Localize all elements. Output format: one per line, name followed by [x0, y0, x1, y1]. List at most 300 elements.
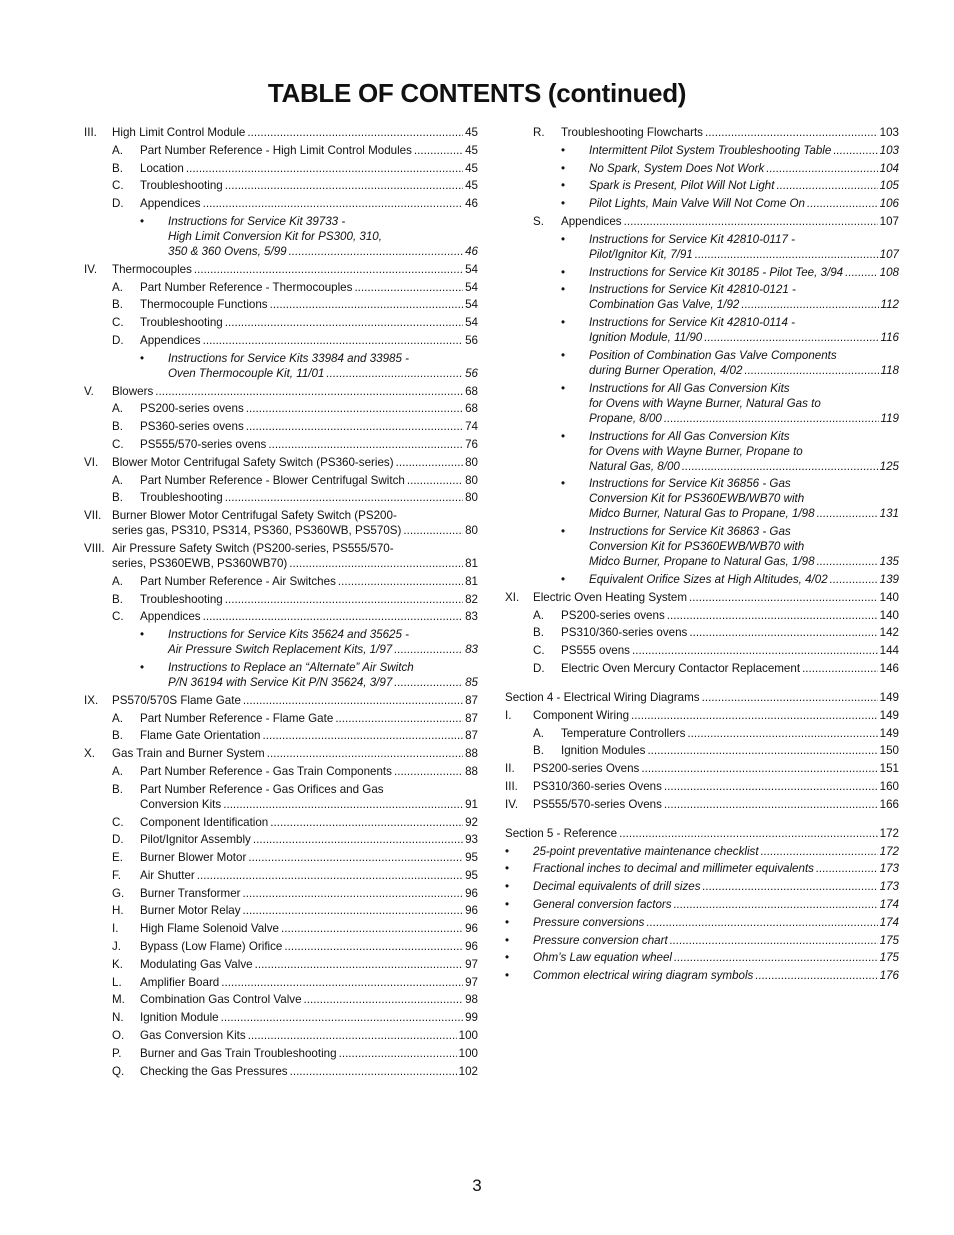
toc-line-text: PS200-series ovens	[561, 608, 665, 622]
toc-page-number: 173	[879, 880, 899, 894]
toc-line-text: Pressure conversions	[533, 915, 645, 929]
toc-page-number: 46	[465, 244, 478, 258]
toc-line-text: High Limit Control Module	[112, 126, 246, 139]
dot-leader	[289, 244, 463, 259]
toc-entry-number: B.	[533, 744, 544, 758]
toc-entry-text	[533, 861, 899, 876]
toc-line	[589, 315, 899, 330]
toc-entry-number: B.	[112, 420, 123, 434]
toc-page-number: 107	[879, 247, 899, 261]
toc-line	[589, 348, 899, 363]
toc-entry	[505, 743, 899, 758]
toc-entry	[84, 384, 478, 399]
dot-leader	[664, 411, 879, 426]
toc-entry	[84, 1046, 478, 1061]
toc-entry-number: D.	[112, 333, 124, 347]
toc-entry	[84, 196, 478, 211]
toc-entry-number: III.	[505, 779, 518, 793]
dot-leader	[394, 675, 463, 690]
toc-entry-text	[533, 590, 899, 605]
toc-line-text: Instructions for Service Kits 33984 and 33985 -	[168, 351, 410, 365]
toc-line-text: Pilot Lights, Main Valve Will Not Come On	[589, 197, 805, 211]
toc-entry	[84, 921, 478, 936]
toc-line	[140, 782, 478, 797]
toc-entry-text	[589, 429, 899, 474]
toc-page-number: 100	[458, 1046, 478, 1060]
toc-line-text: Appendices	[140, 197, 201, 211]
toc-line	[140, 592, 478, 607]
toc-entry-text	[533, 915, 899, 930]
dot-leader	[194, 262, 463, 277]
toc-line-text: Part Number Reference - Thermocouples	[140, 280, 353, 294]
toc-entry	[505, 661, 899, 676]
toc-line-text: Component Identification	[140, 815, 269, 829]
toc-line	[140, 939, 478, 954]
toc-entry-number: C.	[112, 437, 124, 451]
toc-entry-text	[140, 297, 478, 312]
toc-entry-text	[140, 1028, 478, 1043]
toc-line-text: Thermocouples	[112, 262, 192, 276]
toc-page-number: 81	[465, 556, 478, 570]
toc-line-text: Part Number Reference - Gas Train Components	[140, 764, 392, 778]
toc-page-number: 146	[879, 661, 899, 675]
dot-leader	[225, 178, 463, 193]
toc-entry-number: P.	[112, 1046, 122, 1060]
toc-entry-number: D.	[533, 661, 545, 675]
toc-page-number: 175	[879, 933, 899, 947]
dot-leader	[646, 915, 877, 930]
toc-page-number: 112	[880, 298, 899, 312]
dot-leader	[304, 992, 464, 1007]
toc-entry-number: M.	[112, 993, 125, 1007]
toc-line	[140, 473, 478, 488]
toc-entry	[84, 297, 478, 312]
toc-entry	[505, 915, 899, 930]
toc-entry	[505, 381, 899, 426]
toc-entry-number: II.	[505, 762, 515, 776]
toc-line-text: Instructions for Service Kit 39733 -	[168, 214, 346, 228]
toc-line	[589, 506, 899, 521]
toc-line-text: PS555 ovens	[561, 644, 630, 658]
toc-entry-text	[561, 125, 899, 140]
dot-leader	[705, 125, 878, 140]
toc-entry	[84, 490, 478, 505]
toc-line	[589, 444, 899, 459]
toc-line-text: Modulating Gas Valve	[140, 957, 253, 971]
toc-entry	[505, 844, 899, 859]
toc-entry-text	[140, 711, 478, 726]
bullet: •	[561, 316, 566, 330]
toc-entry	[505, 282, 899, 312]
bullet: •	[505, 897, 510, 911]
toc-entry	[505, 708, 899, 723]
toc-line	[589, 232, 899, 247]
toc-entry	[84, 886, 478, 901]
dot-leader	[845, 265, 878, 280]
bullet: •	[561, 525, 566, 539]
toc-line-text: Instructions for Service Kit 30185 - Pilot Tee, 3/94	[589, 265, 844, 279]
toc-line	[589, 396, 899, 411]
toc-line	[589, 411, 899, 426]
toc-line-text: Burner Transformer	[140, 886, 241, 900]
toc-line-text: Component Wiring	[533, 708, 630, 722]
toc-entry-number: F.	[112, 868, 122, 882]
dot-leader	[263, 728, 464, 743]
dot-leader	[695, 247, 878, 262]
toc-line	[589, 143, 899, 158]
dot-leader	[689, 625, 877, 640]
toc-line-text: Instructions for All Gas Conversion Kits	[589, 429, 790, 443]
toc-entry-number: B.	[112, 592, 123, 606]
toc-line	[589, 297, 899, 312]
toc-entry-text	[140, 280, 478, 295]
bullet: •	[140, 214, 145, 228]
toc-line	[561, 661, 899, 676]
dot-leader	[246, 401, 463, 416]
toc-line-text: Ignition Modules	[561, 744, 646, 758]
toc-page-number: 82	[465, 592, 478, 606]
toc-entry	[505, 572, 899, 587]
toc-line-text: Combination Gas Valve, 1/92	[589, 298, 740, 312]
toc-line	[112, 746, 478, 761]
dot-leader	[335, 711, 463, 726]
toc-line-text: Conversion Kits	[140, 797, 222, 811]
toc-entry-text	[533, 933, 899, 948]
toc-page-number: 105	[879, 179, 899, 193]
dot-leader	[632, 643, 878, 658]
toc-entry-text	[140, 975, 478, 990]
toc-entry-number: IV.	[84, 262, 98, 276]
toc-line	[140, 401, 478, 416]
toc-page-number: 83	[465, 643, 478, 657]
toc-page-number: 135	[879, 555, 899, 569]
toc-line	[140, 333, 478, 348]
toc-entry	[84, 992, 478, 1007]
dot-leader	[682, 459, 878, 474]
dot-leader	[284, 939, 463, 954]
dot-leader	[631, 708, 878, 723]
toc-line	[533, 897, 899, 912]
bullet: •	[561, 381, 566, 395]
toc-line	[140, 419, 478, 434]
toc-page-number: 54	[465, 316, 478, 330]
toc-page-number: 85	[465, 675, 478, 689]
toc-line-text: Position of Combination Gas Valve Components	[589, 348, 837, 362]
toc-entry	[84, 508, 478, 538]
toc-entry-text	[589, 178, 899, 193]
toc-entry-text	[533, 950, 899, 965]
toc-entry-number: S.	[533, 214, 544, 228]
toc-page-number: 172	[879, 826, 899, 840]
toc-entry	[84, 850, 478, 865]
dot-leader	[255, 957, 464, 972]
toc-page-number: 106	[879, 197, 899, 211]
toc-page-number: 140	[879, 590, 899, 604]
toc-entry-text	[561, 625, 899, 640]
toc-line	[589, 265, 899, 280]
toc-line	[561, 743, 899, 758]
toc-entry-number: A.	[112, 402, 123, 416]
toc-line-text: Common electrical wiring diagram symbols	[533, 969, 754, 983]
toc-page-number: 81	[465, 574, 478, 588]
toc-entry	[84, 660, 478, 690]
toc-page-number: 56	[465, 333, 478, 347]
toc-page-number: 118	[880, 363, 899, 377]
toc-entry-text	[589, 315, 899, 345]
dot-leader	[703, 879, 878, 894]
toc-line	[140, 850, 478, 865]
toc-entry-text	[112, 262, 478, 277]
toc-entry-text	[589, 161, 899, 176]
toc-entry	[505, 348, 899, 378]
dot-leader	[203, 609, 464, 624]
toc-line	[112, 262, 478, 277]
toc-entry-text	[168, 214, 478, 259]
dot-leader	[766, 161, 877, 176]
toc-line	[589, 330, 899, 345]
toc-entry-number: B.	[533, 626, 544, 640]
toc-line-text: Thermocouple Functions	[140, 298, 268, 312]
toc-entry-text	[168, 627, 478, 657]
toc-line-text: Midco Burner, Propane to Natural Gas, 1/98	[589, 555, 815, 569]
toc-entry-text	[589, 348, 899, 378]
toc-line	[168, 642, 478, 657]
toc-entry	[84, 574, 478, 589]
toc-line	[140, 797, 478, 812]
toc-entry-text	[589, 381, 899, 426]
toc-line-text: PS555/570-series ovens	[140, 437, 267, 451]
toc-line	[140, 315, 478, 330]
toc-entry	[505, 897, 899, 912]
toc-entry-text	[533, 797, 899, 812]
toc-entry	[84, 728, 478, 743]
toc-entry-number: A.	[533, 608, 544, 622]
toc-line	[533, 933, 899, 948]
toc-line	[140, 161, 478, 176]
dot-leader	[221, 1010, 463, 1025]
toc-page-number: 91	[465, 797, 478, 811]
toc-entry-text	[140, 903, 478, 918]
bullet: •	[561, 348, 566, 362]
toc-page-number: 87	[465, 693, 478, 707]
toc-entry	[84, 693, 478, 708]
toc-line-text: Troubleshooting Flowcharts	[561, 126, 703, 139]
toc-page-number: 87	[465, 711, 478, 725]
toc-page-number: 96	[465, 940, 478, 954]
toc-entry-text	[140, 419, 478, 434]
dot-leader	[670, 933, 878, 948]
toc-line-text: 25-point preventative maintenance checklist	[533, 844, 759, 858]
dot-leader	[394, 642, 463, 657]
toc-line-text: series, PS360EWB, PS360WB70)	[112, 556, 288, 570]
toc-line-text: for Ovens with Wayne Burner, Propane to	[589, 444, 803, 458]
toc-line	[168, 229, 478, 244]
toc-line	[561, 625, 899, 640]
toc-line-text: 350 & 360 Ovens, 5/99	[168, 244, 287, 258]
toc-line-text: Electric Oven Mercury Contactor Replacement	[561, 661, 801, 675]
bullet: •	[505, 862, 510, 876]
toc-line-text: during Burner Operation, 4/02	[589, 363, 743, 377]
toc-entry	[505, 196, 899, 211]
toc-entry-text	[140, 592, 478, 607]
toc-page-number: 103	[879, 126, 899, 139]
toc-line	[112, 455, 478, 470]
toc-line-text: Gas Train and Burner System	[112, 747, 265, 761]
toc-line-text: Burner Motor Relay	[140, 904, 241, 918]
dot-leader	[687, 726, 877, 741]
toc-line	[140, 196, 478, 211]
toc-entry-number: C.	[112, 179, 124, 193]
toc-entry	[84, 143, 478, 158]
toc-entry-number: K.	[112, 957, 123, 971]
dot-leader	[248, 850, 463, 865]
toc-page-number: 68	[465, 402, 478, 416]
toc-entry-number: O.	[112, 1029, 125, 1043]
toc-entry	[84, 711, 478, 726]
toc-entry	[505, 643, 899, 658]
toc-line-text: Part Number Reference - Blower Centrifugal Switch	[140, 473, 405, 487]
toc-page-number: 98	[465, 993, 478, 1007]
toc-line-text: PS200-series ovens	[140, 402, 244, 416]
bullet: •	[505, 951, 510, 965]
dot-leader	[270, 815, 463, 830]
toc-line	[168, 351, 478, 366]
toc-entry-number: C.	[112, 815, 124, 829]
toc-line-text: Burner Blower Motor Centrifugal Safety Switch (PS200-	[112, 509, 397, 523]
toc-page-number: 116	[880, 331, 899, 345]
toc-line	[140, 574, 478, 589]
toc-line-text: Flame Gate Orientation	[140, 729, 261, 743]
toc-line	[140, 280, 478, 295]
toc-line-text: High Limit Conversion Kit for PS300, 310,	[168, 229, 382, 243]
toc-line	[112, 523, 478, 538]
toc-line	[112, 541, 478, 556]
toc-line	[112, 384, 478, 399]
toc-entry	[84, 957, 478, 972]
toc-line	[589, 524, 899, 539]
toc-entry-number: H.	[112, 904, 124, 918]
toc-entry-number: B.	[112, 161, 123, 175]
toc-entry-number: A.	[112, 280, 123, 294]
dot-leader	[326, 366, 463, 381]
dot-leader	[223, 797, 463, 812]
dot-leader	[624, 214, 878, 229]
toc-entry	[84, 832, 478, 847]
dot-leader	[186, 161, 463, 176]
toc-line	[589, 178, 899, 193]
toc-entry	[84, 125, 478, 140]
toc-entry	[84, 746, 478, 761]
toc-entry	[84, 782, 478, 812]
dot-leader	[647, 743, 877, 758]
toc-line-text: Part Number Reference - Gas Orifices and Gas	[140, 782, 384, 796]
toc-entry-number: E.	[112, 851, 123, 865]
toc-line	[168, 366, 478, 381]
toc-page-number: 96	[465, 886, 478, 900]
toc-entry-text	[112, 746, 478, 761]
toc-entry-text	[112, 541, 478, 571]
toc-line-text: Blowers	[112, 384, 154, 398]
toc-entry	[84, 868, 478, 883]
toc-page-number: 102	[458, 1064, 478, 1078]
toc-entry	[84, 161, 478, 176]
toc-entry-text	[589, 282, 899, 312]
toc-line-text: Appendices	[140, 610, 201, 624]
toc-line-text: Location	[140, 161, 184, 175]
toc-entry-number: N.	[112, 1011, 124, 1025]
toc-line-text: Air Shutter	[140, 868, 195, 882]
toc-line	[561, 726, 899, 741]
toc-entry	[505, 429, 899, 474]
toc-page-number: 96	[465, 904, 478, 918]
toc-line	[505, 690, 899, 705]
toc-line-text: Burner and Gas Train Troubleshooting	[140, 1046, 337, 1060]
toc-entry	[84, 764, 478, 779]
dot-leader	[403, 523, 463, 538]
toc-line-text: Equivalent Orifice Sizes at High Altitudes, 4/02	[589, 572, 828, 586]
toc-page-number: 149	[879, 708, 899, 722]
dot-leader	[830, 572, 878, 587]
toc-entry-text	[140, 574, 478, 589]
bullet: •	[561, 283, 566, 297]
toc-line-text: Decimal equivalents of drill sizes	[533, 880, 701, 894]
dot-leader	[667, 608, 878, 623]
toc-line	[533, 761, 899, 776]
dot-leader	[407, 473, 463, 488]
toc-line-text: Oven Thermocouple Kit, 11/01	[168, 366, 325, 380]
dot-leader	[267, 746, 463, 761]
toc-entry-text	[589, 524, 899, 569]
toc-entry	[84, 262, 478, 277]
toc-entry	[84, 592, 478, 607]
toc-line-text: Air Pressure Safety Switch (PS200-series, PS555/570-	[112, 541, 394, 555]
toc-page-number: 45	[465, 161, 478, 175]
toc-line	[533, 968, 899, 983]
toc-entry-text	[561, 743, 899, 758]
toc-line	[140, 921, 478, 936]
toc-entry-number: B.	[112, 298, 123, 312]
toc-line-text: Pressure conversion chart	[533, 933, 668, 947]
toc-entry	[505, 625, 899, 640]
toc-entry	[84, 315, 478, 330]
toc-entry-number: C.	[533, 644, 545, 658]
bullet: •	[561, 572, 566, 586]
toc-line-text: Instructions to Replace an “Alternate” Air Switch	[168, 660, 414, 674]
toc-entry-text	[112, 455, 478, 470]
toc-line	[561, 214, 899, 229]
toc-line-text: Instructions for Service Kit 36856 - Gas	[589, 477, 791, 491]
dot-leader	[339, 1046, 457, 1061]
toc-entry-number: C.	[112, 316, 124, 330]
toc-entry	[505, 933, 899, 948]
toc-line	[140, 1028, 478, 1043]
toc-line	[140, 832, 478, 847]
toc-page-number: 174	[879, 915, 899, 929]
toc-page-number: 45	[465, 126, 478, 139]
bullet: •	[561, 197, 566, 211]
toc-entry	[505, 950, 899, 965]
dot-leader	[338, 574, 463, 589]
toc-line-text: for Ovens with Wayne Burner, Natural Gas to	[589, 396, 821, 410]
toc-page-number: 68	[465, 384, 478, 398]
toc-line-text: Checking the Gas Pressures	[140, 1064, 288, 1078]
toc-page-number: 80	[465, 524, 478, 538]
bullet: •	[561, 179, 566, 193]
bullet: •	[561, 161, 566, 175]
toc-entry-text	[533, 968, 899, 983]
toc-line	[589, 491, 899, 506]
toc-line	[533, 879, 899, 894]
